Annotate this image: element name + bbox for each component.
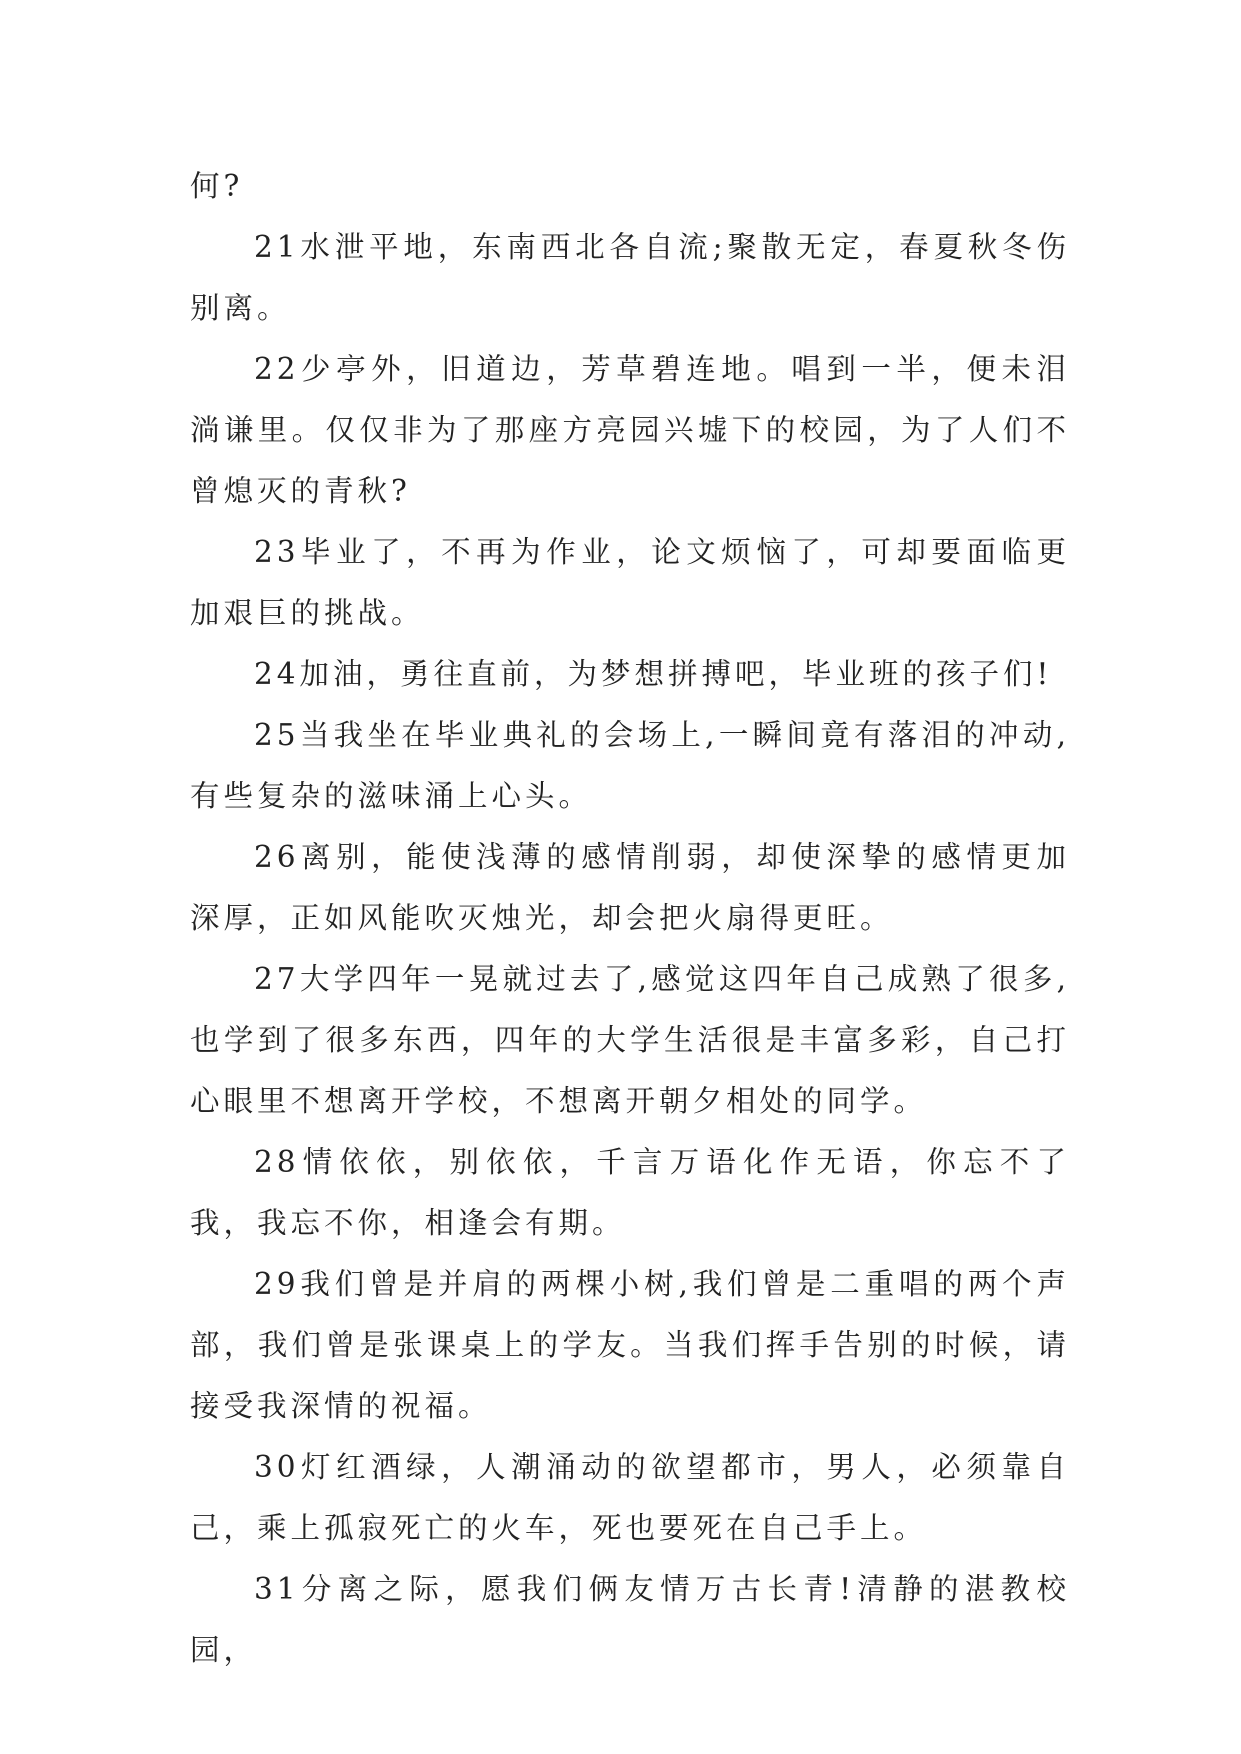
paragraph-22: 22少亭外，旧道边，芳草碧连地。唱到一半，便未泪淌谦里。仅仅非为了那座方亮园兴墟下的校园，为了人们不曾熄灭的青秋?: [190, 352, 1070, 508]
paragraph-27: 27大学四年一晃就过去了,感觉这四年自己成熟了很多,也学到了很多东西，四年的大学生活很是丰富多彩，自己打心眼里不想离开学校，不想离开朝夕相处的同学。: [190, 962, 1070, 1118]
paragraph-23: 23毕业了，不再为作业，论文烦恼了，可却要面临更加艰巨的挑战。: [190, 535, 1070, 630]
document-page: [190, 156, 1070, 1681]
paragraph-28: 28情依依，别依依，千言万语化作无语，你忘不了我，我忘不你，相逢会有期。: [190, 1145, 1070, 1240]
paragraph-29: 29我们曾是并肩的两棵小树,我们曾是二重唱的两个声部，我们曾是张课桌上的学友。当我们挥手告别的时候，请接受我深情的祝福。: [190, 1267, 1070, 1423]
paragraph-26: 26离别，能使浅薄的感情削弱，却使深挚的感情更加深厚，正如风能吹灭烛光，却会把火扇得更旺。: [190, 840, 1070, 935]
paragraph-30: 30灯红酒绿，人潮涌动的欲望都市，男人，必须靠自己，乘上孤寂死亡的火车，死也要死在自己手上。: [190, 1450, 1070, 1545]
paragraph-21: 21水泄平地，东南西北各自流;聚散无定，春夏秋冬伤别离。: [190, 230, 1070, 325]
paragraph-24: 24加油，勇往直前，为梦想拼搏吧，毕业班的孩子们!: [254, 657, 1053, 691]
paragraph-25: 25当我坐在毕业典礼的会场上,一瞬间竟有落泪的冲动,有些复杂的滋味涌上心头。: [190, 718, 1070, 813]
paragraph-31: 31分离之际，愿我们俩友情万古长青!清静的湛教校园，: [190, 1572, 1070, 1667]
paragraph-continuation: 何?: [190, 169, 244, 203]
